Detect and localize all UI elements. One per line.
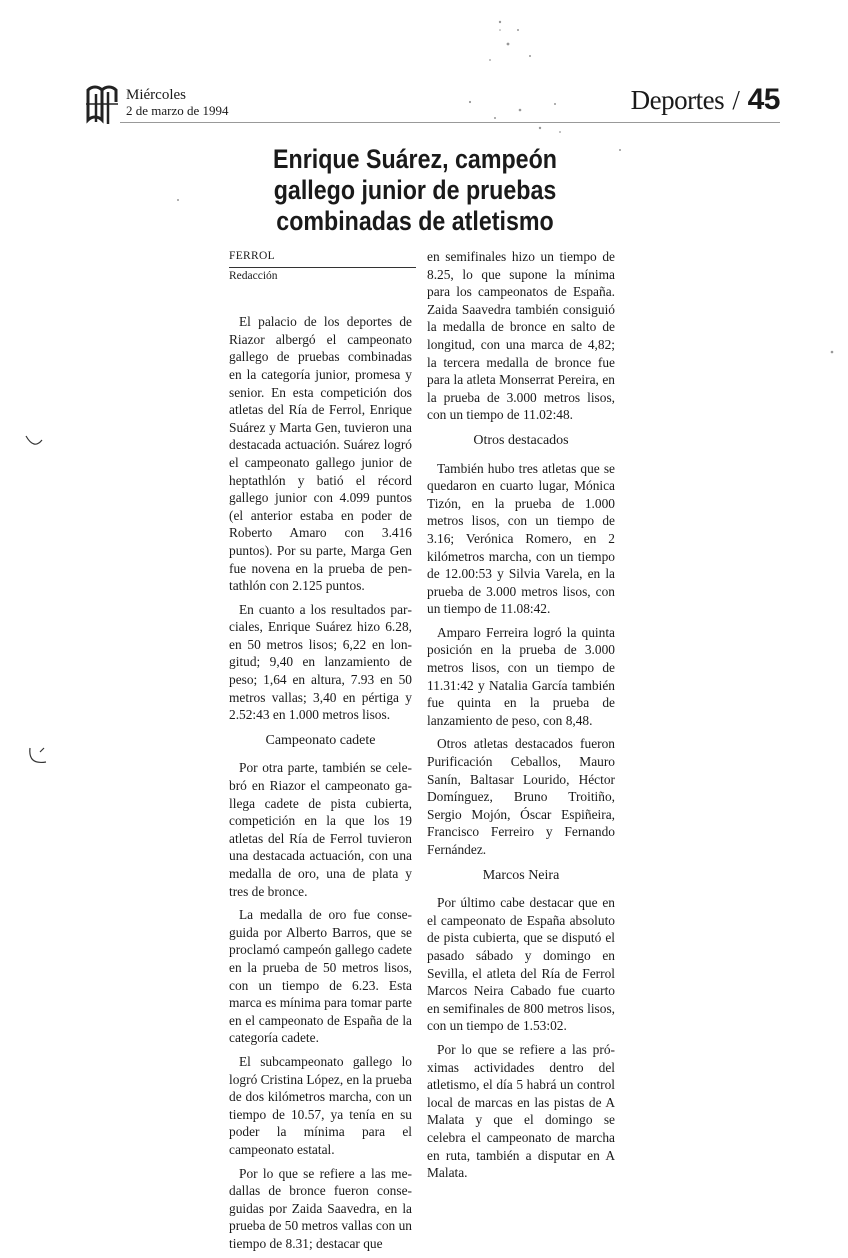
article-paragraph: Por otra parte, también se celebró en Riazor el campeonato gallega cadete de pista cubierta, competición en la que los 19 atletas del Ría de Ferrol tuvieron una destacada actuación, con una medalla de oro, una de plata y tres de bronce.: [229, 760, 412, 899]
article-paragraph: La medalla de oro fue conseguida por Alberto Barros, que se proclamó campeón gallego cadete en la prueba de 50 metros lisos, con un tiempo de 6.23. Esta marca es mínima para tomar parte en el campeonato de España de la categoría cadete.: [229, 907, 412, 1046]
section-separator: /: [732, 85, 740, 115]
section-subhead: Campeonato cadete: [265, 732, 376, 748]
issue-weekday: Miércoles: [126, 87, 186, 103]
page-number: 45: [747, 83, 780, 116]
article-paragraph: Por lo que se refiere a las medallas de bronce fueron conseguidas por Zaida Saavedra, en la prueba de 50 metros vallas con un tiempo de 8.31; destacar que: [229, 1165, 412, 1251]
issue-date: [126, 88, 229, 118]
article-column-2: [427, 248, 615, 1188]
section-subhead: Marcos Neira: [482, 867, 560, 883]
article-paragraph: También hubo tres atletas que se quedaron en cuarto lugar, Mónica Tizón, en la prueba de 1.000 metros lisos, con un tiempo de 3.16; Verónica Romero, en 2 kilómetros marcha, con un tiempo de 12.00:53 y Silvia Varela, en la prueba de 3.000 metros lisos, con un tiempo de 11.08:42.: [427, 460, 615, 617]
column-1-body: [229, 313, 412, 1252]
article-paragraph: Por lo que se refiere a las próximas actividades dentro del atletismo, el día 5 habrá un control local de marcas en las pistas de A Malata y que el domingo se celebra el campeonato de marcha en ruta, también a disputar en A Malata.: [427, 1041, 615, 1181]
byline-author: Redacción: [229, 269, 278, 282]
article-headline: Enrique Suárez, campeón gallego junior de pruebas combinadas de atletismo: [273, 144, 557, 236]
issue-full-date: 2 de marzo de 1994: [126, 103, 229, 118]
article-paragraph: en semifinales hizo un tiempo de 8.25, lo que supone la mínima para los campeonatos de España. Zaida Saavedra también consiguió la medalla de bronce en salto de longitud, con una marca de 4,82; la tercera medalla de bronce fue para la atleta Monserrat Pereira, en la prueba de 3.000 metros lisos, con un tiempo de 11.02:48.: [427, 249, 615, 423]
article-paragraph: El palacio de los deportes de Riazor albergó el campeonato gallego de pruebas combinadas en la categoría junior, promesa y senior. En esta competición dos atletas del Ría de Ferrol, Enrique Suárez y Marta Gen, tuvieron una destacada actuación. Suárez logró el campeonato gallego junior de heptathlón y batió el récord gallego junior con 4.099 puntos (el anterior estaba en poder de Roberto Amaro con 3.416 puntos). Por su parte, Marga Gen fue novena en la prueba de pentathlón con 2.125 puntos.: [229, 314, 412, 594]
article-paragraph: Otros atletas destacados fueron Purificación Ceballos, Mauro Sanín, Baltasar Lourido, Héctor Domínguez, Bruno Troitiño, Sergio Mojón, Óscar Espiñeira, Francisco Ferreiro y Fernando Fernández.: [427, 736, 615, 857]
newspaper-logo: [82, 82, 122, 126]
article-paragraph: El subcampeonato gallego lo logró Cristina López, en la prueba de dos kilómetros marcha, con un tiempo de 10.57, ya tenía en su poder la mínima para el campeonato estatal.: [229, 1053, 412, 1157]
article-column-1: [229, 248, 412, 1258]
byline-place: FERROL: [229, 248, 416, 268]
section-subhead: Otros destacados: [473, 432, 569, 448]
article-paragraph: Amparo Ferreira logró la quinta posición en la prueba de 3.000 metros lisos, con un tiempo de 11.31:42 y Natalia García también fue quinta en la prueba de lanzamiento de peso, con 8,48.: [427, 624, 615, 728]
section-name: Deportes: [630, 85, 725, 115]
header-divider: [120, 122, 780, 123]
section-header: [631, 83, 780, 117]
column-2-body: [427, 248, 615, 1182]
article-paragraph: En cuanto a los resultados parciales, Enrique Suárez hizo 6.28, en 50 metros lisos; 6,22 en longitud; 9,40 en lanzamiento de peso; 1,64 en altura, 7.93 en 50 metros vallas; 3,40 en pértiga y 2.52:43 en 1.000 metros lisos.: [229, 601, 412, 723]
article-paragraph: Por último cabe destacar que en el campeonato de España absoluto de pista cubierta, que se disputó el pasado sábado y domingo en Sevilla, el atleta del Ría de Ferrol Marcos Neira Cabado fue cuarto en semifinales de 800 metros lisos, con un tiempo de 1.53:02.: [427, 895, 615, 1034]
